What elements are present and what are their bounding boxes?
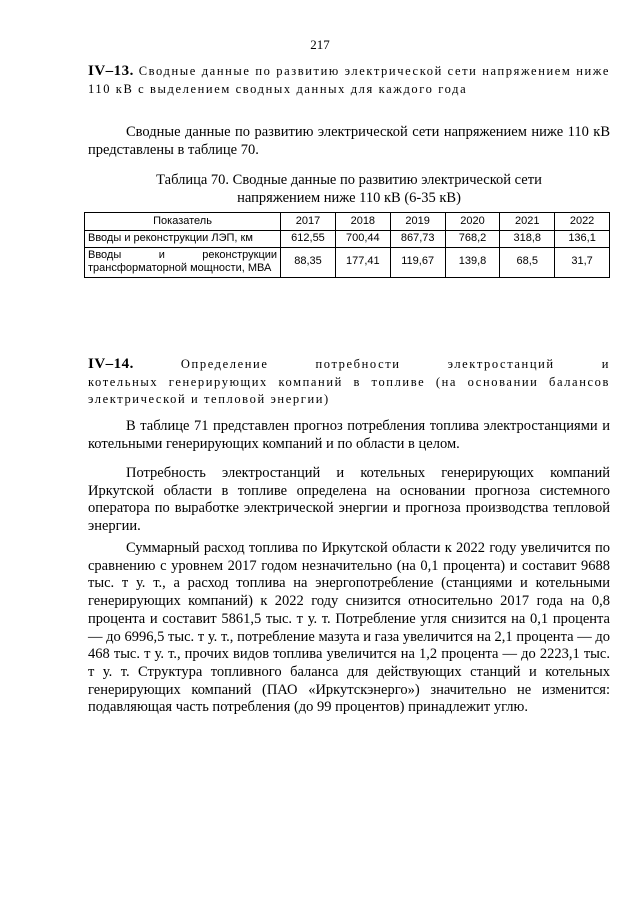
section-paragraph: Потребность электростанций и котельных генерирующих компаний Иркутской области в топливе определена на основании прогноза системного оператора по выработке электрической энергии и прогноза производства тепловой энергии. (88, 465, 610, 535)
table-header-row (85, 213, 610, 231)
table-cell: 318,8 (500, 231, 555, 248)
data-table (84, 212, 610, 278)
table-cell: 867,73 (390, 231, 445, 248)
section-heading-iv-14 (88, 356, 610, 409)
section-paragraph: В таблице 71 представлен прогноз потребления топлива электростанциями и котельными генерирующих компаний и по области в целом. (88, 418, 610, 452)
table-cell: 768,2 (445, 231, 500, 248)
table-caption-line: напряжением ниже 110 кВ (6-35 кВ) (237, 189, 461, 206)
section-number: IV–13. (88, 63, 134, 79)
table-cell: 136,1 (555, 231, 610, 248)
table-caption (88, 172, 610, 207)
row-label: Вводы и реконструкции трансформаторной мощности, МВА (85, 247, 281, 277)
table-cell: 119,67 (390, 247, 445, 277)
table-cell: 612,55 (281, 231, 336, 248)
section-title: Определение потребности электростанций и (180, 357, 610, 371)
column-header: 2017 (281, 213, 336, 231)
table-cell: 68,5 (500, 247, 555, 277)
page-number: 217 (310, 37, 330, 52)
column-header: 2019 (390, 213, 445, 231)
table-caption-line: Таблица 70. Сводные данные по развитию электрической сети (156, 172, 542, 188)
table-cell: 700,44 (335, 231, 390, 248)
table-cell: 31,7 (555, 247, 610, 277)
column-header: 2021 (500, 213, 555, 231)
table-cell: 139,8 (445, 247, 500, 277)
section-title-continuation: котельных генерирующих компаний в топливе (на основании балансов электрической и тепловой энергии) (88, 374, 610, 406)
table-row (85, 231, 610, 248)
section-paragraph: Сводные данные по развитию электрической сети напряжением ниже 110 кВ представлены в таблице 70. (88, 124, 610, 158)
column-header: 2020 (445, 213, 500, 231)
section-title: Сводные данные по развитию электрической сети напряжением ниже 110 кВ с выделением сводных данных для каждого года (88, 64, 611, 96)
column-header: 2018 (335, 213, 390, 231)
section-paragraph: Суммарный расход топлива по Иркутской области к 2022 году увеличится по сравнению с уровнем 2017 годом незначительно (на 0,1 процента) и составит 9688 тыс. т у. т., а расход топлива на энергопотребление (станциями и котельными генерирующих компаний) к 2022 году снизится относительно 2017 года на 0,8 процента и составит 5861,5 тыс. т у. т. Потребление угля снизится на 0,1 процента — до 6996,5 тыс. т у. т., потребление мазута и газа увеличится на 2,1 процента — до 468 тыс. т у. т., прочих видов топлива увеличится на 1,2 процента — до 2223,1 тыс. т у. т. Структура топливного баланса для действующих станций и котельных генерирующих компаний (ПАО «Иркутскэнерго») значительно не изменится: подавляющая часть потребления (до 99 процентов) принадлежит углю. (88, 540, 610, 716)
table-cell: 88,35 (281, 247, 336, 277)
section-title-first-line (88, 356, 610, 374)
column-header: Показатель (85, 213, 281, 231)
section-number: IV–14. (88, 356, 134, 372)
column-header: 2022 (555, 213, 610, 231)
table-row (85, 247, 610, 277)
section-heading-iv-13 (88, 63, 610, 98)
row-label: Вводы и реконструкции ЛЭП, км (85, 231, 281, 248)
table-cell: 177,41 (335, 247, 390, 277)
